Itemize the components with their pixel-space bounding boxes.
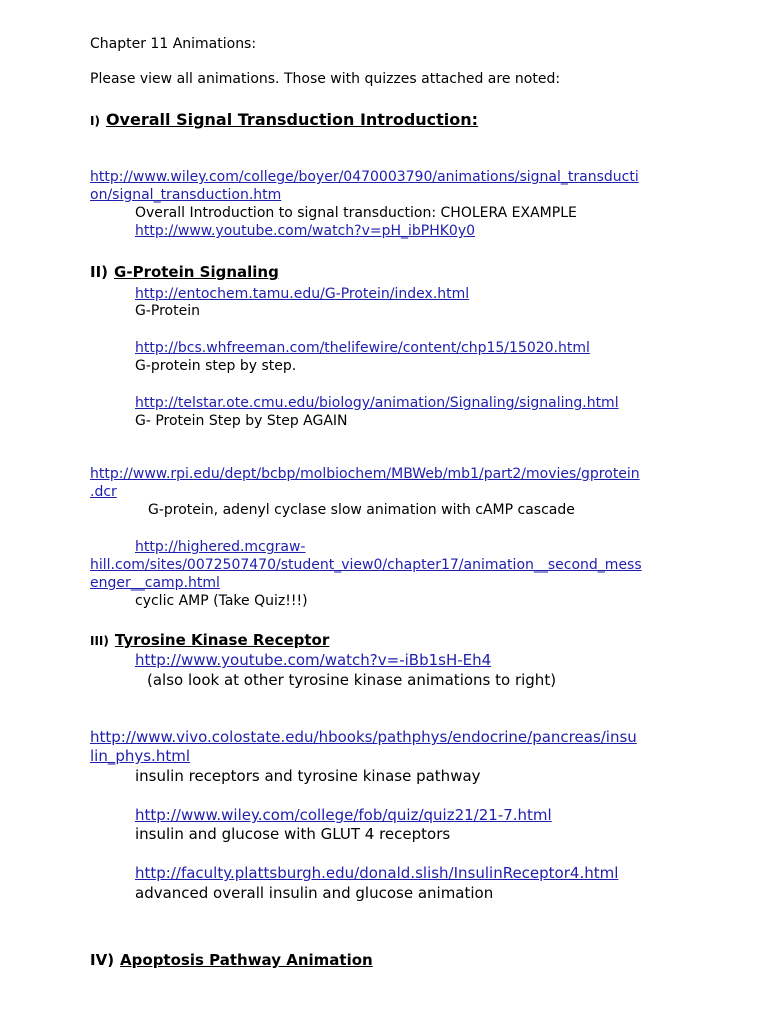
section-2-header: [90, 264, 279, 280]
section-3-heading: Tyrosine Kinase Receptor: [114, 631, 330, 649]
link-rpi-gprotein-line-2[interactable]: .dcr: [90, 484, 117, 500]
intro-text: Please view all animations. Those with quizzes attached are noted:: [90, 71, 561, 87]
section-1-heading: Overall Signal Transduction Introduction:: [105, 110, 479, 129]
link-colostate-insulin-line-1[interactable]: http://www.vivo.colostate.edu/hbooks/pathphys/endocrine/pancreas/insu: [90, 728, 637, 746]
link-telstar-signaling[interactable]: http://telstar.ote.cmu.edu/biology/animation/Signaling/signaling.html: [135, 395, 619, 411]
desc-gprotein-again: G- Protein Step by Step AGAIN: [135, 413, 348, 429]
link-entochem-gprotein[interactable]: http://entochem.tamu.edu/G-Protein/index.html: [135, 286, 470, 302]
page-title: Chapter 11 Animations:: [90, 36, 257, 52]
desc-gprotein: G-Protein: [135, 303, 200, 319]
section-4-header: [90, 952, 373, 968]
link-colostate-insulin-line-2[interactable]: lin_phys.html: [90, 747, 190, 765]
link-youtube-tyrosine-kinase[interactable]: http://www.youtube.com/watch?v=-iBb1sH-Eh4: [135, 651, 492, 669]
desc-insulin-glut4: insulin and glucose with GLUT 4 receptors: [135, 825, 451, 843]
desc-cyclic-amp: cyclic AMP (Take Quiz!!!): [135, 593, 308, 609]
section-1-header: [90, 112, 478, 128]
desc-signal-transduction-intro: Overall Introduction to signal transduction: CHOLERA EXAMPLE: [135, 205, 577, 221]
desc-tyrosine-other: (also look at other tyrosine kinase animations to right): [147, 671, 557, 689]
section-2-heading: G-Protein Signaling: [114, 263, 279, 281]
link-wiley-quiz21[interactable]: http://www.wiley.com/college/fob/quiz/quiz21/21-7.html: [135, 806, 552, 824]
link-youtube-cholera[interactable]: http://www.youtube.com/watch?v=pH_ibPHK0y0: [135, 223, 476, 239]
link-plattsburgh-insulin[interactable]: http://faculty.plattsburgh.edu/donald.slish/InsulinReceptor4.html: [135, 864, 619, 882]
desc-insulin-receptors: insulin receptors and tyrosine kinase pathway: [135, 767, 481, 785]
link-wiley-signal-transduction-line-2[interactable]: on/signal_transduction.htm: [90, 187, 282, 203]
section-3-numeral: III): [90, 634, 109, 648]
section-4-heading: Apoptosis Pathway Animation: [120, 951, 373, 969]
section-2-numeral: II): [90, 263, 109, 281]
link-wiley-signal-transduction-line-1[interactable]: http://www.wiley.com/college/boyer/0470003790/animations/signal_transducti: [90, 169, 639, 185]
link-whfreeman-gprotein[interactable]: http://bcs.whfreeman.com/thelifewire/content/chp15/15020.html: [135, 340, 590, 356]
section-1-numeral: I): [90, 114, 100, 128]
link-mcgraw-camp-line-1[interactable]: http://highered.mcgraw-: [135, 539, 306, 555]
desc-gprotein-step: G-protein step by step.: [135, 358, 297, 374]
section-4-numeral: IV): [90, 951, 115, 969]
link-mcgraw-camp-line-2[interactable]: hill.com/sites/0072507470/student_view0/chapter17/animation__second_mess: [90, 557, 642, 573]
link-rpi-gprotein-line-1[interactable]: http://www.rpi.edu/dept/bcbp/molbiochem/MBWeb/mb1/part2/movies/gprotein: [90, 466, 640, 482]
link-mcgraw-camp-line-3[interactable]: enger__camp.html: [90, 575, 220, 591]
desc-adenyl-cyclase: G-protein, adenyl cyclase slow animation with cAMP cascade: [148, 502, 575, 518]
section-3-header: [90, 632, 329, 648]
desc-advanced-insulin: advanced overall insulin and glucose animation: [135, 884, 494, 902]
